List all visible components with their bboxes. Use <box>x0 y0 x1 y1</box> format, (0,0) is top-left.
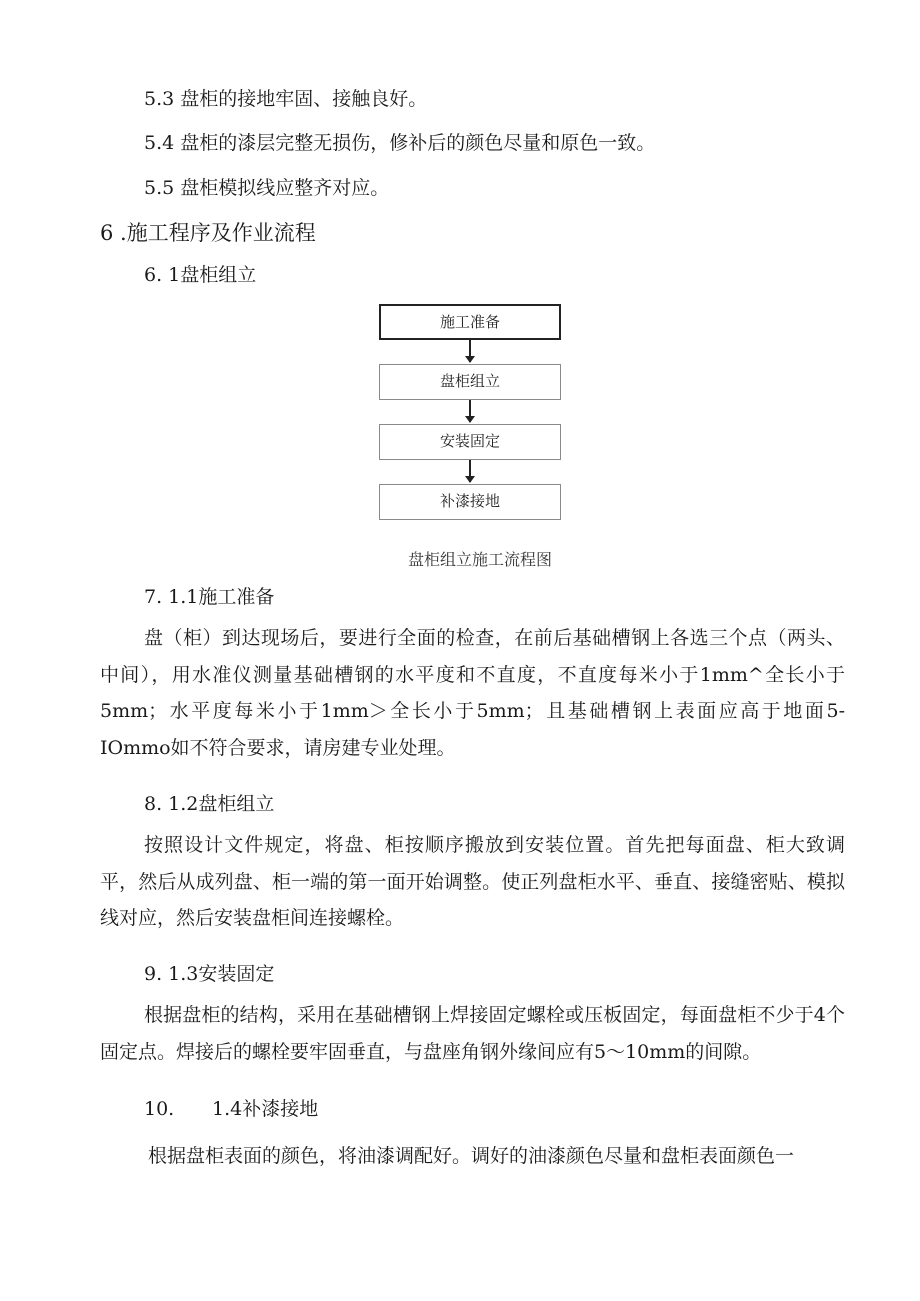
section-8-heading: 8. 1.2盘柜组立 <box>144 793 275 815</box>
section-8-body: 按照设计文件规定，将盘、柜按顺序搬放到安装位置。首先把每面盘、柜大致调平，然后从成列盘、柜一端的第一面开始调整。使正列盘柜水平、垂直、接缝密贴、模拟线对应，然后安装盘柜间连接螺栓。 <box>100 834 845 929</box>
section-9-heading: 9. 1.3安装固定 <box>144 963 275 985</box>
section-10-heading-number: 10. <box>144 1098 175 1120</box>
flow-arrow-1 <box>469 340 471 362</box>
section-7-body: 盘（柜）到达现场后，要进行全面的检查，在前后基础槽钢上各选三个点（两头、中间），用水准仪测量基础槽钢的水平度和不直度，不直度每米小于1mm^全长小于5mm；水平度每米小于1mm＞全长小于5mm；且基础槽钢上表面应高于地面5-IOmmo如不符合要求，请房建专业处理。 <box>100 627 845 759</box>
item-5-3: 5.3 盘柜的接地牢固、接触良好。 <box>144 88 428 110</box>
flow-step-prepare: 施工准备 <box>379 304 561 340</box>
flow-arrow-2 <box>469 400 471 422</box>
flow-step-install: 安装固定 <box>379 424 561 460</box>
flow-step-paint-ground: 补漆接地 <box>379 484 561 520</box>
section-10-body: 根据盘柜表面的颜色，将油漆调配好。调好的油漆颜色尽量和盘柜表面颜色一 <box>148 1145 795 1167</box>
item-5-4: 5.4 盘柜的漆层完整无损伤，修补后的颜色尽量和原色一致。 <box>144 132 656 154</box>
section-6-heading: 6 .施工程序及作业流程 <box>100 221 316 245</box>
flow-step-assemble: 盘柜组立 <box>379 364 561 400</box>
section-9-body: 根据盘柜的结构，采用在基础槽钢上焊接固定螺栓或压板固定，每面盘柜不少于4个固定点。焊接后的螺栓要牢固垂直，与盘座角钢外缘间应有5～10mm的间隙。 <box>100 1004 845 1063</box>
section-7-heading: 7. 1.1施工准备 <box>144 586 275 608</box>
section-10-heading-text: 1.4补漆接地 <box>212 1098 319 1120</box>
flow-arrow-3 <box>469 460 471 482</box>
subsection-6-1-heading: 6. 1盘柜组立 <box>144 264 257 286</box>
item-5-5: 5.5 盘柜模拟线应整齐对应。 <box>144 177 390 199</box>
flowchart-caption: 盘柜组立施工流程图 <box>407 550 552 569</box>
